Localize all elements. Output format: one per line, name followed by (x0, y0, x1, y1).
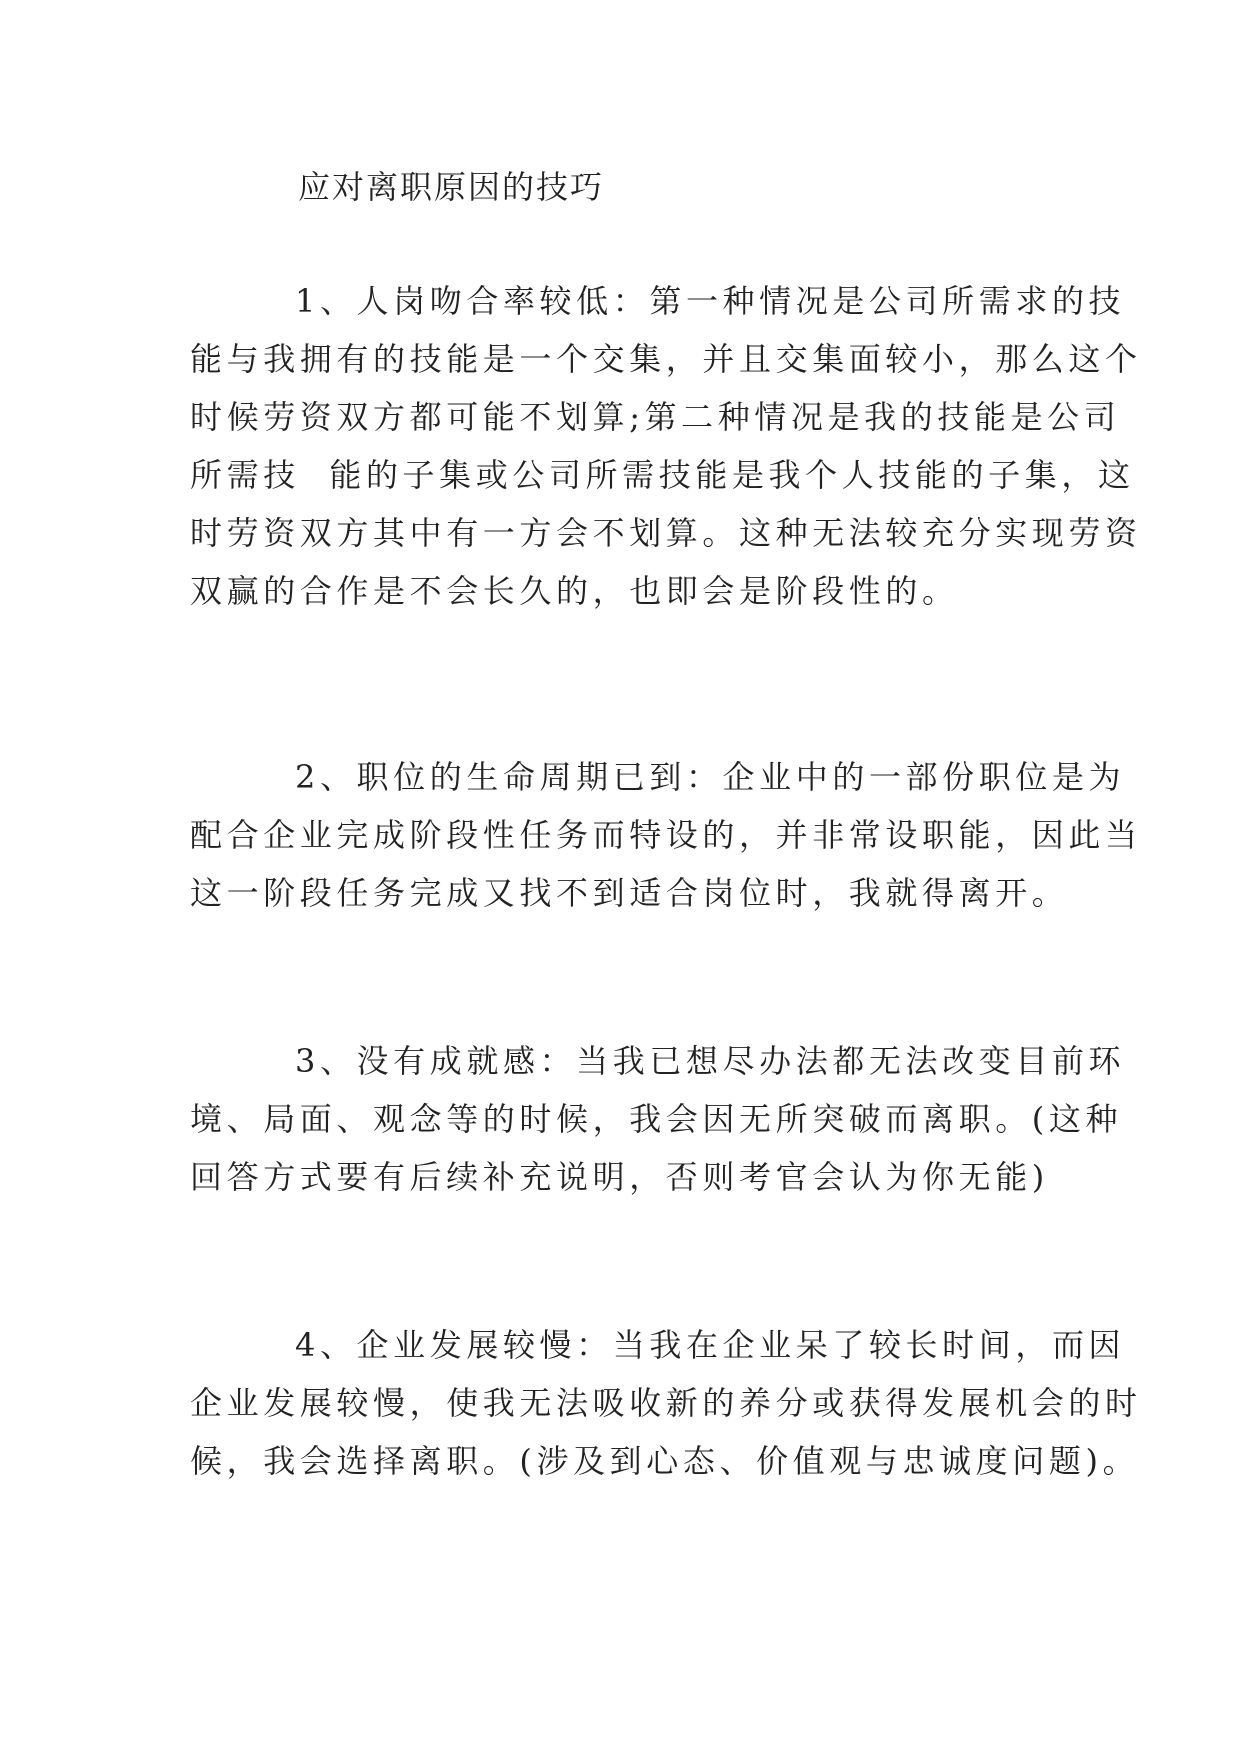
paragraph-line: 境、局面、观念等的时候，我会因无所突破而离职。(这种 (190, 1100, 1123, 1138)
paragraph-3 (190, 1032, 1126, 1206)
paragraph-2 (190, 748, 1142, 922)
paragraph-line: 候，我会选择离职。(涉及到心态、价值观与忠诚度问题)。 (190, 1442, 1140, 1480)
paragraph-line: 回答方式要有后续补充说明，否则考官会认为你无能) (190, 1158, 1049, 1196)
paragraph-line: 3、没有成就感：当我已想尽办法都无法改变目前环 (295, 1042, 1126, 1080)
paragraph-line: 配合企业完成阶段性任务而特设的，并非常设职能，因此当 (190, 816, 1142, 854)
paragraph-4 (190, 1316, 1142, 1490)
paragraph-line: 能与我拥有的技能是一个交集，并且交集面较小，那么这个 (190, 340, 1142, 378)
paragraph-line: 1、人岗吻合率较低：第一种情况是公司所需求的技 (295, 282, 1126, 320)
paragraph-line: 这一阶段任务完成又找不到适合岗位时，我就得离开。 (190, 874, 1069, 912)
paragraph-line: 所需技 能的子集或公司所需技能是我个人技能的子集，这 (190, 456, 1135, 494)
document-title: 应对离职原因的技巧 (298, 168, 605, 206)
paragraph-1 (190, 272, 1142, 620)
paragraph-line: 时劳资双方其中有一方会不划算。这种无法较充分实现劳资 (190, 514, 1142, 552)
paragraph-line: 4、企业发展较慢：当我在企业呆了较长时间，而因 (295, 1326, 1126, 1364)
paragraph-line: 双赢的合作是不会长久的，也即会是阶段性的。 (190, 572, 959, 610)
paragraph-line: 时候劳资双方都可能不划算;第二种情况是我的技能是公司 (190, 398, 1121, 436)
paragraph-line: 企业发展较慢，使我无法吸收新的养分或获得发展机会的时 (190, 1384, 1142, 1422)
paragraph-line: 2、职位的生命周期已到：企业中的一部份职位是为 (295, 758, 1126, 796)
